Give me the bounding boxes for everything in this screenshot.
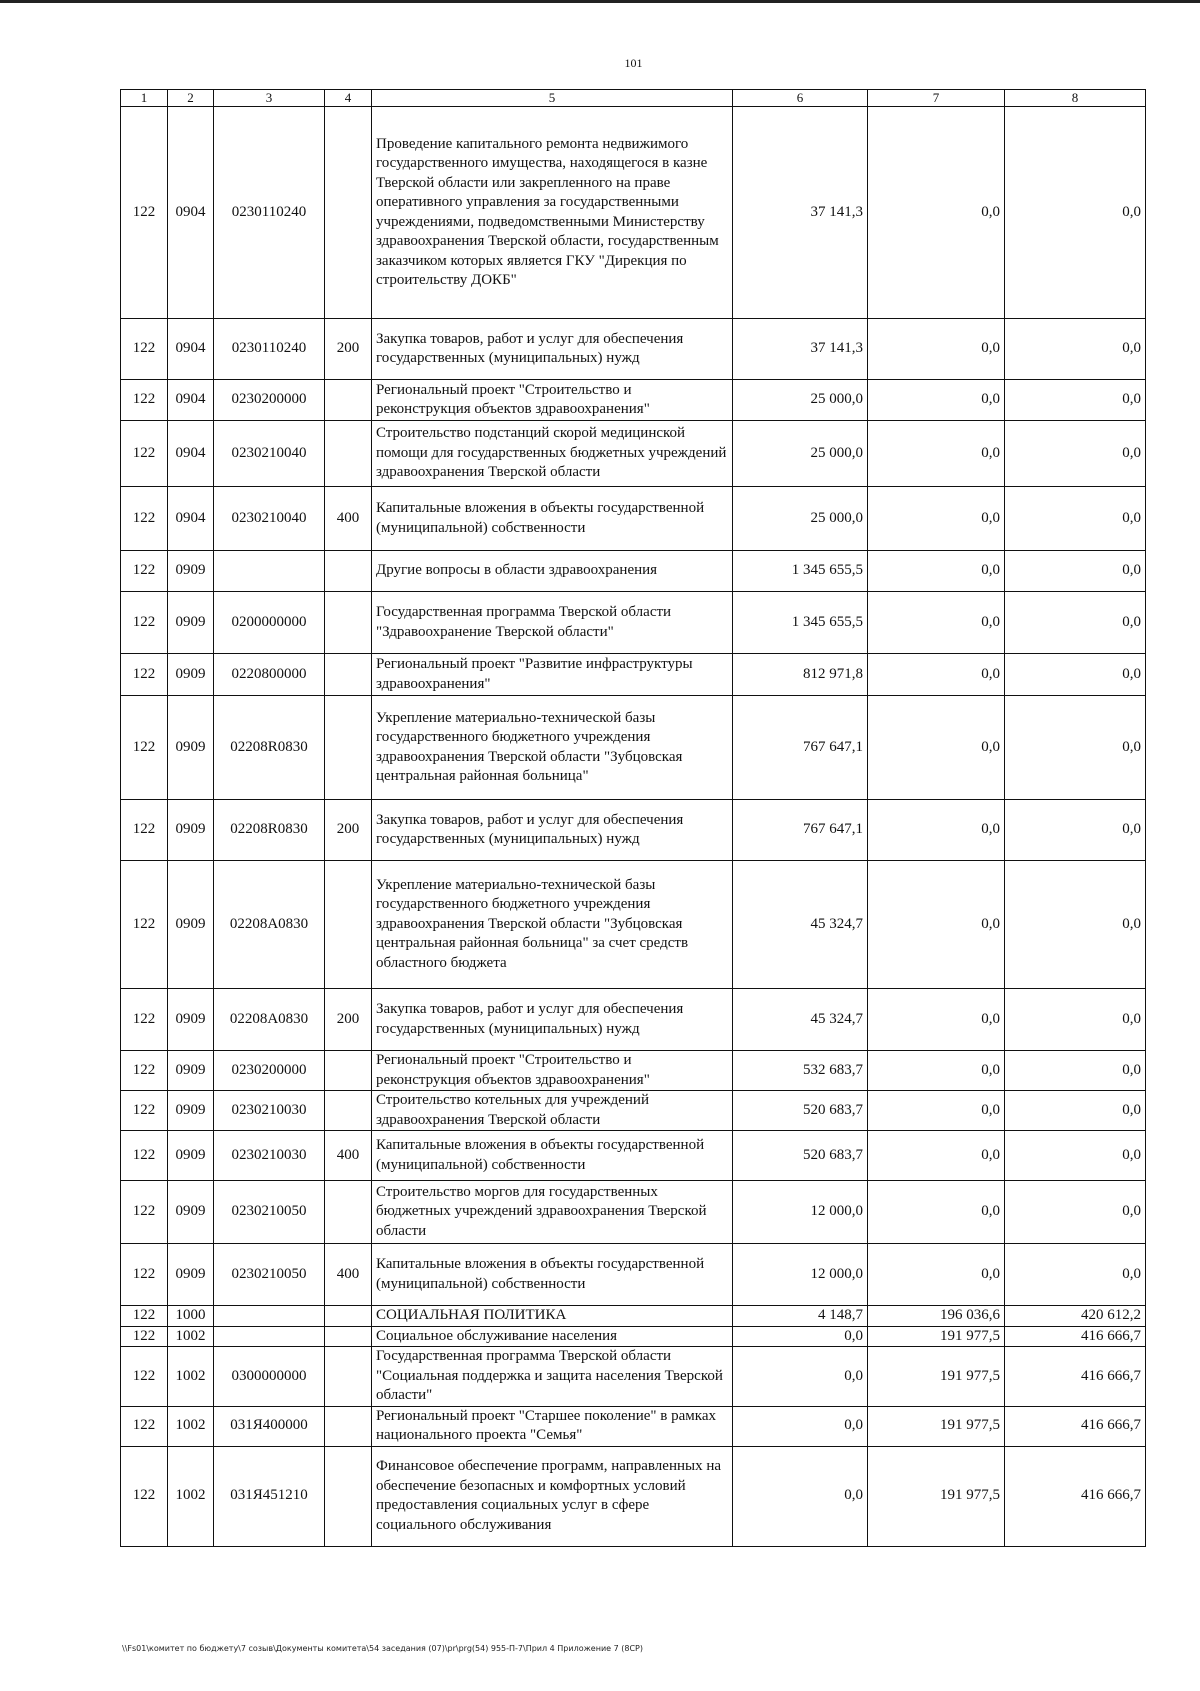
cell-col-1: 122 <box>121 1244 168 1306</box>
cell-col-3: 0300000000 <box>214 1347 325 1407</box>
cell-col-7: 0,0 <box>868 1091 1005 1131</box>
cell-col-8: 0,0 <box>1005 989 1146 1051</box>
cell-col-4 <box>325 551 372 592</box>
cell-col-6: 25 000,0 <box>733 421 868 487</box>
cell-col-8: 416 666,7 <box>1005 1326 1146 1347</box>
cell-col-3: 02208R0830 <box>214 696 325 800</box>
cell-col-3: 0230210030 <box>214 1131 325 1181</box>
cell-col-4 <box>325 1181 372 1244</box>
cell-col-5: Региональный проект "Строительство и реконструкция объектов здравоохранения" <box>372 1051 733 1091</box>
cell-col-7: 0,0 <box>868 551 1005 592</box>
cell-col-7: 191 977,5 <box>868 1406 1005 1446</box>
cell-col-5: Другие вопросы в области здравоохранения <box>372 551 733 592</box>
table-row <box>121 654 1146 696</box>
cell-col-8: 0,0 <box>1005 654 1146 696</box>
cell-col-1: 122 <box>121 800 168 861</box>
cell-col-3 <box>214 551 325 592</box>
cell-col-7: 0,0 <box>868 1131 1005 1181</box>
cell-col-5: Государственная программа Тверской области "Социальная поддержка и защита населения Тверской области" <box>372 1347 733 1407</box>
cell-col-6: 1 345 655,5 <box>733 592 868 654</box>
cell-col-3: 0230200000 <box>214 1051 325 1091</box>
cell-col-6: 520 683,7 <box>733 1091 868 1131</box>
cell-col-2: 0909 <box>168 1091 214 1131</box>
cell-col-8: 0,0 <box>1005 1091 1146 1131</box>
cell-col-7: 0,0 <box>868 380 1005 421</box>
cell-col-6: 37 141,3 <box>733 107 868 319</box>
column-header: 6 <box>733 90 868 107</box>
table-row <box>121 1306 1146 1327</box>
cell-col-2: 1002 <box>168 1326 214 1347</box>
cell-col-5: Капитальные вложения в объекты государственной (муниципальной) собственности <box>372 1131 733 1181</box>
cell-col-5: Строительство котельных для учреждений здравоохранения Тверской области <box>372 1091 733 1131</box>
cell-col-4: 400 <box>325 1244 372 1306</box>
cell-col-3: 031Я451210 <box>214 1446 325 1546</box>
cell-col-4 <box>325 696 372 800</box>
column-header: 1 <box>121 90 168 107</box>
cell-col-5: СОЦИАЛЬНАЯ ПОЛИТИКА <box>372 1306 733 1327</box>
cell-col-2: 0909 <box>168 592 214 654</box>
column-header: 5 <box>372 90 733 107</box>
cell-col-6: 25 000,0 <box>733 380 868 421</box>
cell-col-8: 416 666,7 <box>1005 1446 1146 1546</box>
cell-col-7: 0,0 <box>868 421 1005 487</box>
cell-col-8: 0,0 <box>1005 1181 1146 1244</box>
cell-col-4 <box>325 421 372 487</box>
cell-col-3: 0230200000 <box>214 380 325 421</box>
cell-col-8: 0,0 <box>1005 696 1146 800</box>
cell-col-6: 0,0 <box>733 1326 868 1347</box>
table-row <box>121 1244 1146 1306</box>
column-header: 8 <box>1005 90 1146 107</box>
cell-col-6: 12 000,0 <box>733 1244 868 1306</box>
cell-col-1: 122 <box>121 107 168 319</box>
cell-col-2: 1000 <box>168 1306 214 1327</box>
cell-col-4: 200 <box>325 989 372 1051</box>
cell-col-2: 1002 <box>168 1406 214 1446</box>
cell-col-2: 1002 <box>168 1446 214 1546</box>
cell-col-3: 0220800000 <box>214 654 325 696</box>
cell-col-4 <box>325 654 372 696</box>
table-row <box>121 319 1146 380</box>
cell-col-2: 0904 <box>168 107 214 319</box>
cell-col-7: 0,0 <box>868 487 1005 551</box>
cell-col-8: 0,0 <box>1005 380 1146 421</box>
cell-col-2: 0909 <box>168 1181 214 1244</box>
cell-col-5: Региональный проект "Старшее поколение" в рамках национального проекта "Семья" <box>372 1406 733 1446</box>
cell-col-1: 122 <box>121 319 168 380</box>
cell-col-2: 0904 <box>168 487 214 551</box>
cell-col-6: 4 148,7 <box>733 1306 868 1327</box>
cell-col-3: 02208A0830 <box>214 861 325 989</box>
cell-col-6: 532 683,7 <box>733 1051 868 1091</box>
cell-col-1: 122 <box>121 1446 168 1546</box>
table-row <box>121 551 1146 592</box>
cell-col-2: 0909 <box>168 654 214 696</box>
cell-col-7: 0,0 <box>868 1051 1005 1091</box>
cell-col-2: 0909 <box>168 1051 214 1091</box>
cell-col-7: 0,0 <box>868 592 1005 654</box>
cell-col-8: 0,0 <box>1005 1051 1146 1091</box>
cell-col-6: 767 647,1 <box>733 800 868 861</box>
cell-col-4 <box>325 1091 372 1131</box>
cell-col-4 <box>325 107 372 319</box>
table-row <box>121 487 1146 551</box>
cell-col-7: 0,0 <box>868 1181 1005 1244</box>
cell-col-5: Укрепление материально-технической базы государственного бюджетного учреждения здравоохранения Тверской области "Зубцовская центральная районная больница" за счет средств областного бюджета <box>372 861 733 989</box>
table-row <box>121 1326 1146 1347</box>
cell-col-7: 0,0 <box>868 319 1005 380</box>
cell-col-2: 0909 <box>168 861 214 989</box>
cell-col-6: 812 971,8 <box>733 654 868 696</box>
cell-col-3: 0230110240 <box>214 107 325 319</box>
cell-col-7: 191 977,5 <box>868 1347 1005 1407</box>
table-body <box>121 107 1146 1547</box>
cell-col-6: 0,0 <box>733 1406 868 1446</box>
page-number: 101 <box>624 56 643 70</box>
cell-col-8: 420 612,2 <box>1005 1306 1146 1327</box>
table-row <box>121 1406 1146 1446</box>
cell-col-6: 767 647,1 <box>733 696 868 800</box>
cell-col-2: 0909 <box>168 696 214 800</box>
cell-col-5: Закупка товаров, работ и услуг для обеспечения государственных (муниципальных) нужд <box>372 989 733 1051</box>
column-header: 3 <box>214 90 325 107</box>
cell-col-3: 0230210040 <box>214 487 325 551</box>
table-row <box>121 107 1146 319</box>
cell-col-7: 191 977,5 <box>868 1326 1005 1347</box>
column-header: 4 <box>325 90 372 107</box>
column-header: 7 <box>868 90 1005 107</box>
cell-col-2: 0909 <box>168 989 214 1051</box>
table-row <box>121 1091 1146 1131</box>
cell-col-1: 122 <box>121 551 168 592</box>
cell-col-1: 122 <box>121 1347 168 1407</box>
column-header: 2 <box>168 90 214 107</box>
cell-col-2: 0904 <box>168 319 214 380</box>
table-row <box>121 696 1146 800</box>
cell-col-5: Проведение капитального ремонта недвижимого государственного имущества, находящегося в казне Тверской области или закрепленного на праве оперативного управления за государственными учреждениями, подведомственными Министерству здравоохранения Тверской области, государственным заказчиком которых является ГКУ "Дирекция по строительству ДОКБ" <box>372 107 733 319</box>
cell-col-3: 02208R0830 <box>214 800 325 861</box>
cell-col-4 <box>325 1446 372 1546</box>
cell-col-1: 122 <box>121 592 168 654</box>
budget-table <box>120 89 1146 1547</box>
cell-col-8: 0,0 <box>1005 421 1146 487</box>
cell-col-7: 0,0 <box>868 654 1005 696</box>
cell-col-4 <box>325 1326 372 1347</box>
cell-col-3: 0230210050 <box>214 1181 325 1244</box>
cell-col-4 <box>325 592 372 654</box>
cell-col-5: Строительство моргов для государственных бюджетных учреждений здравоохранения Тверской области <box>372 1181 733 1244</box>
table-row <box>121 380 1146 421</box>
cell-col-5: Капитальные вложения в объекты государственной (муниципальной) собственности <box>372 1244 733 1306</box>
cell-col-2: 1002 <box>168 1347 214 1407</box>
cell-col-1: 122 <box>121 380 168 421</box>
cell-col-2: 0909 <box>168 1244 214 1306</box>
cell-col-1: 122 <box>121 421 168 487</box>
cell-col-8: 0,0 <box>1005 487 1146 551</box>
cell-col-8: 416 666,7 <box>1005 1347 1146 1407</box>
cell-col-6: 1 345 655,5 <box>733 551 868 592</box>
cell-col-4 <box>325 1051 372 1091</box>
cell-col-4 <box>325 380 372 421</box>
cell-col-6: 45 324,7 <box>733 989 868 1051</box>
cell-col-7: 196 036,6 <box>868 1306 1005 1327</box>
cell-col-8: 416 666,7 <box>1005 1406 1146 1446</box>
cell-col-5: Закупка товаров, работ и услуг для обеспечения государственных (муниципальных) нужд <box>372 800 733 861</box>
cell-col-6: 37 141,3 <box>733 319 868 380</box>
cell-col-4: 400 <box>325 487 372 551</box>
cell-col-1: 122 <box>121 1051 168 1091</box>
table-row <box>121 592 1146 654</box>
cell-col-4: 400 <box>325 1131 372 1181</box>
cell-col-4 <box>325 1406 372 1446</box>
cell-col-8: 0,0 <box>1005 592 1146 654</box>
cell-col-1: 122 <box>121 1091 168 1131</box>
cell-col-7: 0,0 <box>868 107 1005 319</box>
cell-col-5: Закупка товаров, работ и услуг для обеспечения государственных (муниципальных) нужд <box>372 319 733 380</box>
cell-col-4 <box>325 1347 372 1407</box>
table-row <box>121 861 1146 989</box>
cell-col-7: 0,0 <box>868 989 1005 1051</box>
cell-col-5: Социальное обслуживание населения <box>372 1326 733 1347</box>
cell-col-4 <box>325 861 372 989</box>
table-row <box>121 1347 1146 1407</box>
column-number-row <box>121 90 1146 107</box>
table-row <box>121 1131 1146 1181</box>
cell-col-3: 0230210050 <box>214 1244 325 1306</box>
cell-col-1: 122 <box>121 654 168 696</box>
cell-col-6: 0,0 <box>733 1347 868 1407</box>
cell-col-8: 0,0 <box>1005 107 1146 319</box>
cell-col-8: 0,0 <box>1005 861 1146 989</box>
table-row <box>121 989 1146 1051</box>
cell-col-6: 0,0 <box>733 1446 868 1546</box>
footer-file-path: \\Fs01\комитет по бюджету\7 созыв\Документы комитета\54 заседания (07)\pr\prg(54) 955-П-7\Прил 4 Приложение 7 (8СР) <box>122 1644 643 1653</box>
cell-col-3: 0230210030 <box>214 1091 325 1131</box>
cell-col-3: 0230110240 <box>214 319 325 380</box>
cell-col-1: 122 <box>121 1406 168 1446</box>
table-row <box>121 421 1146 487</box>
table-row <box>121 800 1146 861</box>
cell-col-3 <box>214 1306 325 1327</box>
cell-col-5: Региональный проект "Строительство и реконструкция объектов здравоохранения" <box>372 380 733 421</box>
cell-col-8: 0,0 <box>1005 319 1146 380</box>
cell-col-5: Строительство подстанций скорой медицинской помощи для государственных бюджетных учреждений здравоохранения Тверской области <box>372 421 733 487</box>
cell-col-1: 122 <box>121 1131 168 1181</box>
cell-col-7: 0,0 <box>868 861 1005 989</box>
cell-col-3: 031Я400000 <box>214 1406 325 1446</box>
cell-col-7: 191 977,5 <box>868 1446 1005 1546</box>
cell-col-1: 122 <box>121 861 168 989</box>
cell-col-7: 0,0 <box>868 800 1005 861</box>
cell-col-2: 0904 <box>168 421 214 487</box>
cell-col-5: Укрепление материально-технической базы государственного бюджетного учреждения здравоохранения Тверской области "Зубцовская центральная районная больница" <box>372 696 733 800</box>
cell-col-6: 25 000,0 <box>733 487 868 551</box>
table-row <box>121 1051 1146 1091</box>
cell-col-2: 0909 <box>168 800 214 861</box>
table-row <box>121 1181 1146 1244</box>
cell-col-2: 0909 <box>168 1131 214 1181</box>
cell-col-1: 122 <box>121 989 168 1051</box>
cell-col-2: 0909 <box>168 551 214 592</box>
cell-col-3 <box>214 1326 325 1347</box>
cell-col-8: 0,0 <box>1005 1131 1146 1181</box>
cell-col-2: 0904 <box>168 380 214 421</box>
cell-col-8: 0,0 <box>1005 800 1146 861</box>
page-top-edge <box>0 0 1200 3</box>
cell-col-7: 0,0 <box>868 696 1005 800</box>
cell-col-3: 02208A0830 <box>214 989 325 1051</box>
cell-col-6: 12 000,0 <box>733 1181 868 1244</box>
cell-col-5: Капитальные вложения в объекты государственной (муниципальной) собственности <box>372 487 733 551</box>
cell-col-8: 0,0 <box>1005 551 1146 592</box>
cell-col-5: Государственная программа Тверской области "Здравоохранение Тверской области" <box>372 592 733 654</box>
cell-col-5: Региональный проект "Развитие инфраструктуры здравоохранения" <box>372 654 733 696</box>
cell-col-5: Финансовое обеспечение программ, направленных на обеспечение безопасных и комфортных условий предоставления социальных услуг в сфере социального обслуживания <box>372 1446 733 1546</box>
cell-col-6: 520 683,7 <box>733 1131 868 1181</box>
cell-col-1: 122 <box>121 1326 168 1347</box>
cell-col-4: 200 <box>325 319 372 380</box>
cell-col-7: 0,0 <box>868 1244 1005 1306</box>
cell-col-6: 45 324,7 <box>733 861 868 989</box>
cell-col-1: 122 <box>121 487 168 551</box>
cell-col-4 <box>325 1306 372 1327</box>
cell-col-1: 122 <box>121 1306 168 1327</box>
table-row <box>121 1446 1146 1546</box>
cell-col-3: 0230210040 <box>214 421 325 487</box>
cell-col-1: 122 <box>121 1181 168 1244</box>
cell-col-3: 0200000000 <box>214 592 325 654</box>
cell-col-8: 0,0 <box>1005 1244 1146 1306</box>
cell-col-4: 200 <box>325 800 372 861</box>
cell-col-1: 122 <box>121 696 168 800</box>
